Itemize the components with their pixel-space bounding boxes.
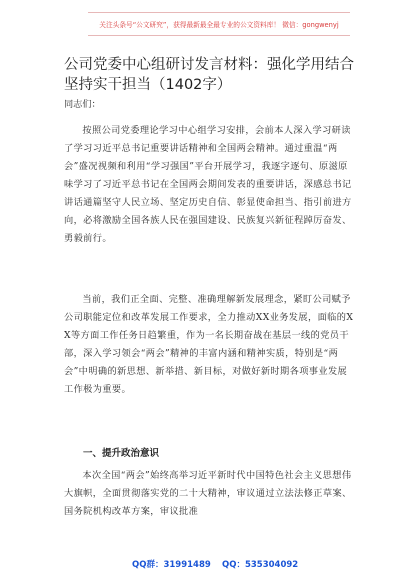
section-heading: 一、提升政治意识 (83, 448, 160, 459)
document-title: 公司党委中心组研讨发言材料：强化学用结合坚持实干担当（1402字） (64, 57, 354, 93)
section-paragraph: 本次全国“两会”始终高举习近平新时代中国特色社会主义思想伟大旗帜，全面贯彻落实党的二十大精神，审议通过立法法修正草案、国务院机构改革方案，审议批准 (64, 470, 352, 517)
body-paragraph: 当前，我们正全面、完整、准确理解新发展理念，紧盯公司赋予公司职能定位和改革发展工作要求，全力推动XX业务发展，面临的XX等方面工作任务日趋繁重，作为一名长期奋战在基层一线的党员干部，深入学习领会“两会”精神的丰富内涵和精神实质，特别是“两会”中明确的新思想、新举措、新目标，对做好新时期各项事业发展工作极为重要。 (64, 294, 354, 395)
document-greeting: 同志们： (64, 99, 101, 110)
promo-banner: 关注头条号“公文研究”，获得最新最全最专业的公文资料库！ 微信：gongwenyj (88, 12, 350, 36)
footer-qq-contact: QQ：535304092 (222, 560, 299, 570)
footer-qq-group: QQ群：31991489 (132, 560, 211, 570)
footer-bar (0, 555, 408, 575)
body-paragraph: 按照公司党委理论学习中心组学习安排，会前本人深入学习研读了学习习近平总书记重要讲话精神和全国两会精神。通过重温“两会”盛况视频和利用“学习强国”平台开展学习，我逐字逐句、原滋原味学习了习近平总书记在全国两会期间发表的重要讲话，深感总书记讲话通篇坚守人民立场、坚定历史自信、彰显使命担当、指引前进方向，必将激励全国各族人民在强国建设、民族复兴新征程踔厉奋发、勇毅前行。 (64, 125, 352, 244)
